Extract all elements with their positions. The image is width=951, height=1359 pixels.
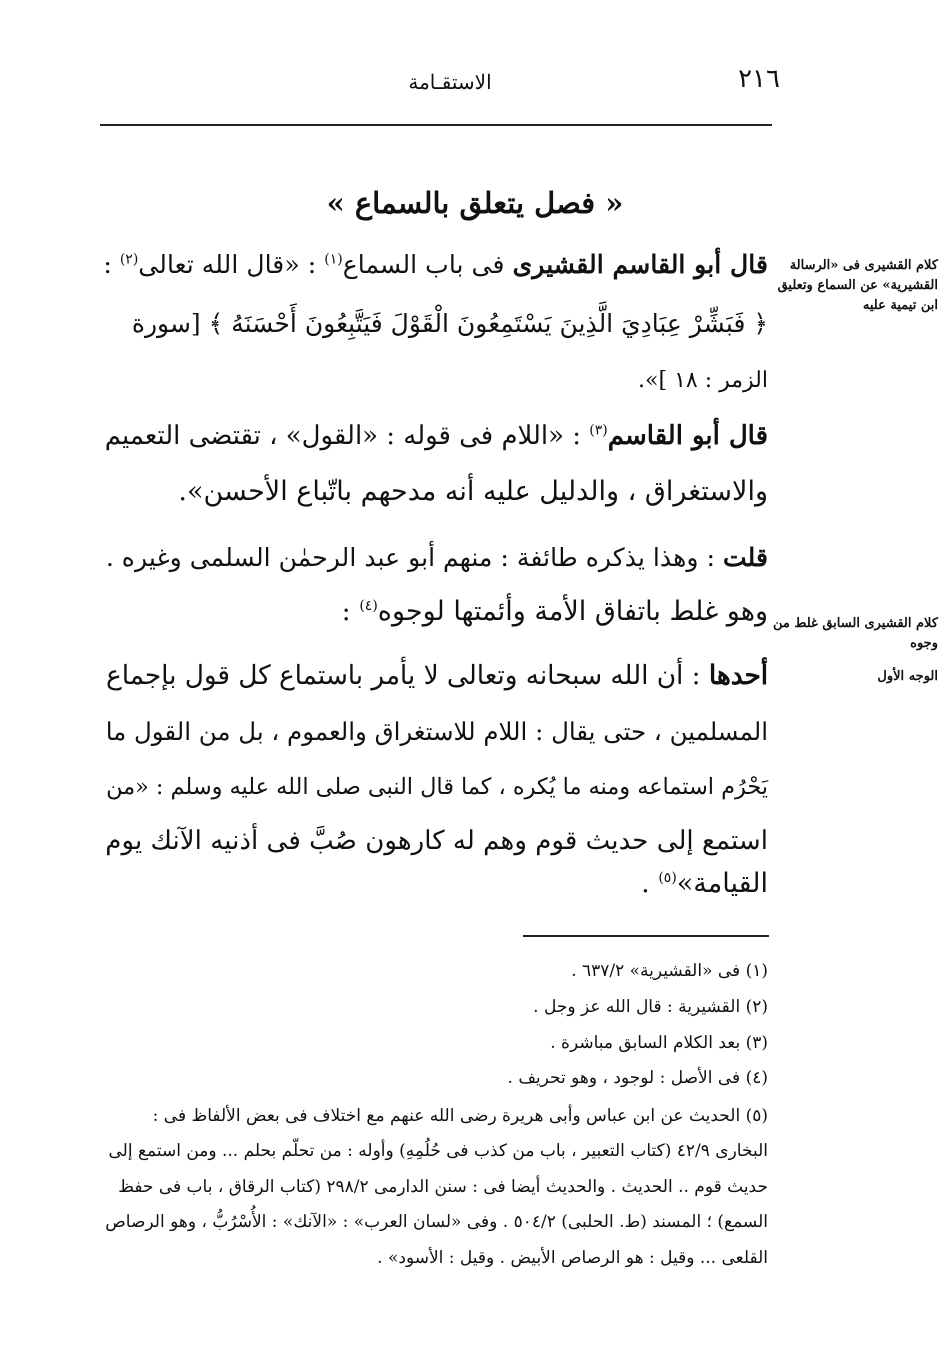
p1-line-1 xyxy=(103,246,768,283)
p3-line-2 xyxy=(342,594,768,630)
p3-line-1-text: : وهذا يذكره طائفة : منهم أبو عبد الرحمٰن السلمى وغيره . xyxy=(105,543,723,572)
header-rule xyxy=(100,124,772,126)
p2-line-1 xyxy=(105,418,768,454)
margin-note-3: الوجه الأول xyxy=(877,669,938,684)
footnote-5-line-3: حديث قوم .. الحديث . والحديث أيضا فى : سنن الدارمى ٢٩٨/٢ (كتاب الرقاق ، باب فى حفظ xyxy=(118,1177,768,1197)
section-heading: « فصل يتعلق بالسماع » xyxy=(326,186,624,220)
footnote-5-line-5: القلعى ... وقيل : هو الرصاص الأبيض . وقيل : الأسود» . xyxy=(377,1248,768,1268)
margin-note-2: كلام القشيرى السابق غلط من وجوه xyxy=(772,616,938,651)
p4-line-1-text: : أن الله سبحانه وتعالى لا يأمر باستماع كل قول بإجماع xyxy=(106,661,709,691)
footnote-rule xyxy=(523,935,769,937)
p4-line-5-end: . xyxy=(641,868,659,899)
footnote-5-line-2: البخارى ٤٢/٩ (كتاب التعبير ، باب من كذب فى حُلُمِهِ) وأوله : من تحلّم بحلم ... ومن استمع إلى xyxy=(108,1141,768,1161)
p1-line-2-verse: ﴿ فَبَشِّرْ عِبَادِيَ الَّذِينَ يَسْتَمِعُونَ الْقَوْلَ فَيَتَّبِعُونَ أَحْسَنَهُ ﴾ [سورة xyxy=(131,309,768,338)
p2-line-1-text: : «اللام فى قوله : «القول» ، تقتضى التعميم xyxy=(104,421,590,451)
p4-line-1 xyxy=(106,658,768,694)
footnote-4: (٤) فى الأصل : لوجود ، وهو تحريف . xyxy=(507,1068,768,1088)
p1-line-3: الزمر : ١٨ ]». xyxy=(638,368,768,393)
footnote-ref-2[interactable]: (٢) xyxy=(119,251,139,268)
p4-line-2: المسلمين ، حتى يقال : اللام للاستغراق والعموم ، بل من القول ما xyxy=(105,717,768,746)
p2-speaker: قال أبو القاسم xyxy=(607,421,768,451)
p3-line-1 xyxy=(106,539,768,576)
p4-line-3: يَحْرُم استماعه ومنه ما يُكره ، كما قال النبى صلى الله عليه وسلم : «من xyxy=(106,774,768,800)
footnote-2: (٢) القشيرية : قال الله عز وجل . xyxy=(533,997,768,1017)
first-aspect-label: أحدها xyxy=(708,660,768,691)
p1-speaker: قال أبو القاسم القشيرى xyxy=(512,249,768,279)
footnote-ref-4[interactable]: (٤) xyxy=(359,598,378,614)
page-number: ٢١٦ xyxy=(738,64,780,94)
p4-line-4: استمع إلى حديث قوم وهم له كارهون صُبَّ فى أذنيه الآنك يوم xyxy=(105,826,768,856)
footnote-1: (١) فى «القشيرية» ٦٣٧/٢ . xyxy=(571,961,768,981)
p4-line-5 xyxy=(641,866,768,902)
p2-line-2: والاستغراق ، والدليل عليه أنه مدحهم باتّباع الأحسن». xyxy=(178,476,768,507)
p3-line-2-end: : xyxy=(341,596,360,627)
footnote-3: (٣) بعد الكلام السابق مباشرة . xyxy=(550,1033,768,1053)
p1-line-1-end: : xyxy=(103,250,120,279)
p3-line-2-text: وهو غلط باتفاق الأمة وأئمتها لوجوه xyxy=(377,596,768,627)
p4-line-5-text: القيامة» xyxy=(676,868,768,899)
footnote-5-line-4: السمع) ؛ المسند (ط. الحلبى) ٥٠٤/٢ . وفى «لسان العرب» : «الآنك» : الأُسْرُبُّ ، وهو الرصاص xyxy=(105,1212,768,1232)
footnote-ref-3[interactable]: (٣) xyxy=(589,422,608,439)
p1-line-1-text: فى باب السماع xyxy=(342,250,513,279)
running-title: الاستقـامة xyxy=(408,70,492,94)
footnote-5-line-1: (٥) الحديث عن ابن عباس وأبى هريرة رضى الله عنهم مع اختلاف فى بعض الألفاظ فى : xyxy=(152,1106,768,1126)
qult-label: قلت xyxy=(722,542,768,572)
footnote-ref-1[interactable]: (١) xyxy=(324,251,343,268)
p1-line-1-quote: : «قال الله تعالى xyxy=(138,250,325,279)
footnote-ref-5[interactable]: (٥) xyxy=(658,870,677,886)
margin-note-1: كلام القشيرى فى «الرسالة القشيرية» عن السماع وتعليق ابن تيمية عليه xyxy=(777,258,938,313)
